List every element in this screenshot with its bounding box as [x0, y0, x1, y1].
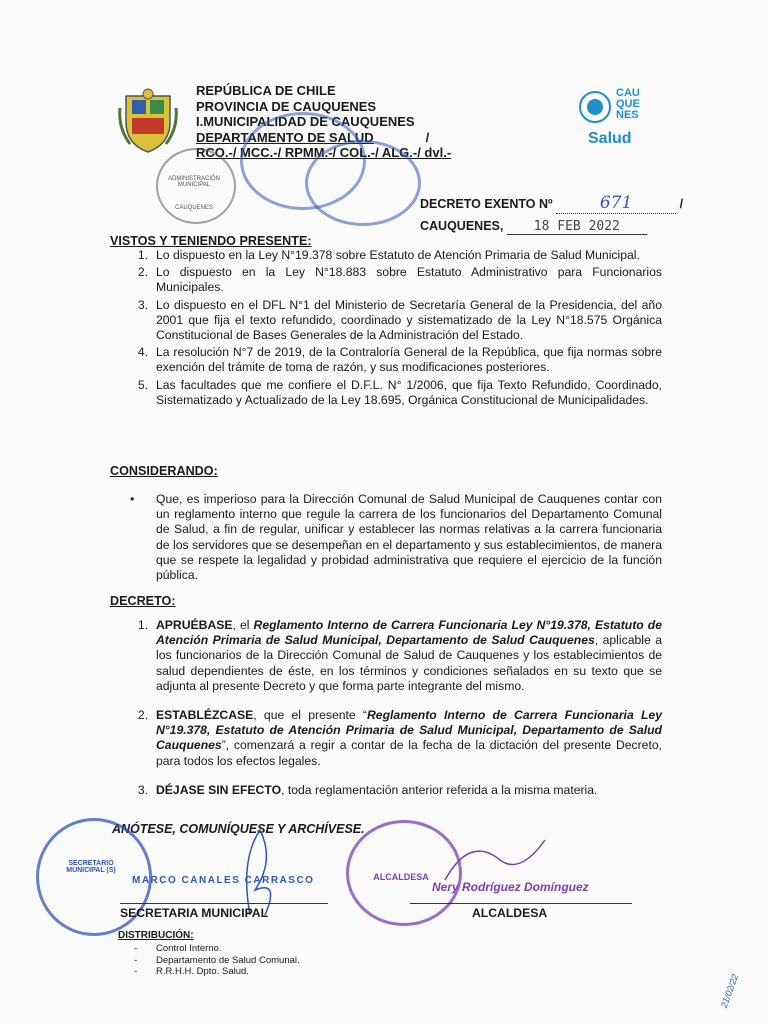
salud-brand: Salud — [588, 130, 632, 147]
distribucion-item: - R.R.H.H. Dpto. Salud. — [134, 966, 249, 977]
admin-stamp-bottom: CAUQUENES — [174, 205, 213, 211]
header-province: PROVINCIA DE CAUQUENES — [196, 98, 377, 114]
secretary-stamp-text: SECRETARIO MUNICIPAL (S) — [66, 860, 116, 874]
vistos-item: 4. La resolución N°7 de 2019, de la Contraloría General de la República, que fija normas sobre exención del trámite de toma de razón, y sus modificaciones posteriores. — [137, 345, 662, 375]
municipal-crest-logo — [118, 88, 178, 154]
admin-stamp-text: ADMINISTRACIÓN MUNICIPAL — [167, 176, 220, 188]
distribucion-title: DISTRIBUCIÓN: — [118, 930, 194, 941]
alcaldesa-title: ALCALDESA — [472, 906, 548, 920]
vistos-item: 2. Lo dispuesto en la Ley N°18.883 sobre Estatuto Administrativo para Funcionarios Municipales. — [137, 265, 662, 295]
secretary-name: MARCO CANALES CARRASCO — [132, 875, 315, 886]
vistos-item: 3. Lo dispuesto en el DFL N°1 del Ministerio de Secretaría General de la Presidencia, del año 2001 que fija el texto refundido, coordinado y sistematizado de la Ley N°18.575 Orgánica Constitucional de Bases Generales de la Administración del Estado. — [137, 297, 662, 343]
decree-number: 671 — [556, 193, 676, 214]
distribucion-item: - Departamento de Salud Comunal. — [134, 954, 300, 966]
secretary-signature-line — [120, 903, 328, 904]
decree-number-line: DECRETO EXENTO Nº 671 / — [420, 193, 684, 213]
decreto-item: 2. ESTABLÉZCASE, que el presente “Reglamento Interno de Carrera Funcionaria Ley N°19.378, Estatuto de Atención Primaria de Salud Municipal, Departamento de Salud Cauquenes”, comenzará a regir a contar de la fecha de la dictación del presente Decreto, para todos los efectos legales. — [137, 708, 662, 768]
header-municipality: I.MUNICIPALIDAD DE CAUQUENES — [196, 114, 415, 129]
decree-label: DECRETO EXENTO Nº — [420, 197, 553, 211]
vistos-list — [110, 248, 662, 410]
secretary-title: SECRETARIA MUNICIPAL — [120, 906, 269, 920]
decreto-item: 1. APRUÉBASE, el Reglamento Interno de Carrera Funcionaria Ley N°19.378, Estatuto de Atención Primaria de Salud Municipal, Departamento de Salud Cauquenes, aplicable a los funcionarios de la Dirección Comunal de Salud de Cauquenes y los establecimientos de salud dependientes de éste, en los términos y condiciones señalados en su texto que se adjunta al presente Decreto y que forma parte integrante del mismo. — [137, 618, 662, 693]
alcaldesa-signature-line — [410, 903, 632, 904]
header-initials: RCO.-/ MCC.-/ RPMM.-/ COL.-/ ALG.-/ dvl.- — [196, 145, 452, 160]
decreto-item: 3. DÉJASE SIN EFECTO, toda reglamentación anterior referida a la misma materia. — [137, 782, 598, 797]
distribucion-item: - Control Interno. — [134, 943, 222, 954]
header-country: REPÚBLICA DE CHILE — [196, 83, 336, 98]
closing-line: ANÓTESE, COMUNÍQUESE Y ARCHÍVESE. — [112, 822, 365, 836]
decreto-list — [110, 618, 662, 812]
distribucion-list — [134, 943, 300, 978]
secretary-signature — [220, 820, 300, 920]
alcaldesa-name: Nery Rodríguez Domínguez — [432, 880, 589, 894]
vistos-item: 1. Lo dispuesto en la Ley N°19.378 sobre Estatuto de Atención Primaria de Salud Municipal. — [137, 248, 640, 262]
place-label: CAUQUENES, — [420, 219, 504, 233]
vistos-title: VISTOS Y TENIENDO PRESENTE: — [110, 234, 312, 248]
margin-handwritten-note: 21/02/22 — [718, 972, 741, 1010]
blue-stamp-2 — [305, 140, 421, 226]
header-department: DEPARTAMENTO DE SALUD / — [196, 129, 430, 145]
vistos-item: 5. Las facultades que me confiere el D.F.L. N° 1/2006, que fija Texto Refundido, Coordinado, Sistematizado y Actualizado de la Ley 18.695, Orgánica Constitucional de Municipalidades. — [137, 377, 662, 407]
considerando-paragraph: • Que, es imperioso para la Dirección Comunal de Salud Municipal de Cauquenes contar con un reglamento interno que regule la carrera de los funcionarios del Departamento Comunal de Salud, a fin de regular, unificar y establecer las normas relativas a la carrera funcionaria de los servidores que se desempeñan en el departamento y sus establecimientos, de manera que se respete la legalidad y probidad administrativa que requiere el ejercicio de la función pública. — [130, 492, 662, 583]
cauquenes-salud-logo: CAU QUE NES Salud — [578, 88, 658, 150]
alcaldesa-stamp-text: ALCALDESA — [373, 872, 429, 882]
sun-icon — [578, 90, 612, 124]
considerando-title: CONSIDERANDO: — [110, 464, 218, 478]
date-stamp: 18 FEB 2022 — [507, 219, 647, 235]
decreto-title: DECRETO: — [110, 594, 176, 608]
decree-date-line — [420, 219, 647, 235]
